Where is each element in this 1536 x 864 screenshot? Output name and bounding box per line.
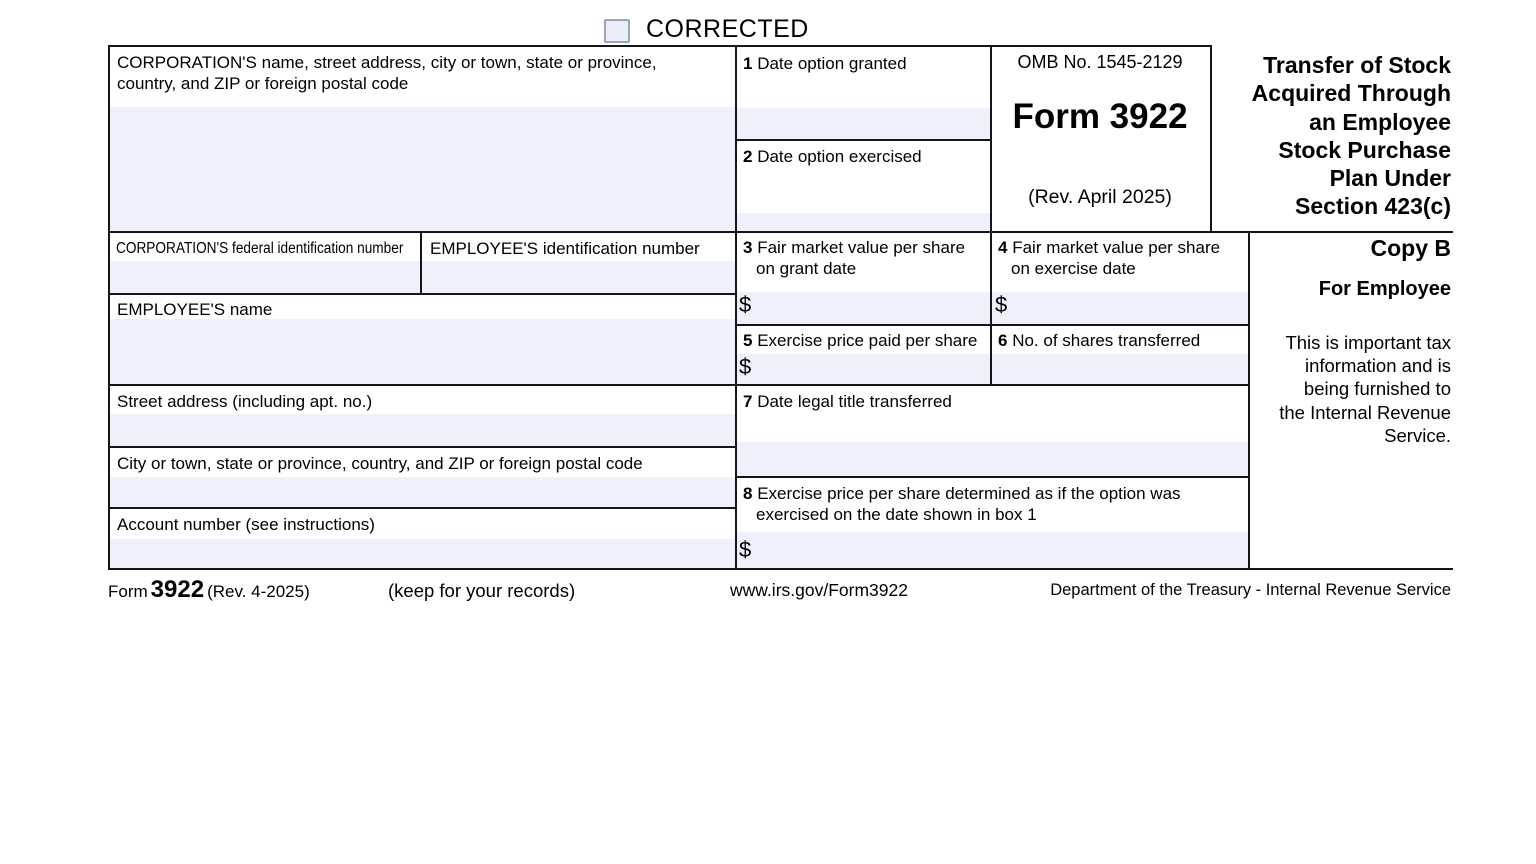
tax-notice-line: This is important tax: [1285, 332, 1451, 353]
box8-exercise-price-box1-field[interactable]: [737, 532, 1248, 568]
employee-id-field[interactable]: [422, 261, 735, 293]
for-employee-label: For Employee: [1318, 278, 1451, 300]
border-line: [735, 324, 1250, 326]
box7-number: 7: [743, 392, 753, 411]
box2-label: [743, 146, 922, 167]
box2-date-exercised-field[interactable]: [737, 213, 990, 231]
city-field[interactable]: [110, 477, 735, 507]
box1-number: 1: [743, 54, 753, 73]
corrected-checkbox[interactable]: [604, 19, 630, 43]
footer-form-revision: (Rev. 4-2025): [207, 582, 310, 601]
border-line: [1248, 231, 1250, 570]
border-line: [735, 139, 992, 141]
box8-label-line: 8 Exercise price per share determined as if the option was: [743, 484, 1181, 503]
box3-label-line: on grant date: [756, 259, 857, 278]
border-line: [108, 293, 737, 295]
corrected-label: CORRECTED: [646, 15, 809, 43]
box3-dollar-sign: $: [739, 292, 752, 317]
form-number-heading: Form 3922: [1012, 97, 1188, 136]
border-line: [108, 45, 1212, 47]
border-line: [108, 446, 737, 448]
box7-label-text: Date legal title transferred: [757, 392, 952, 411]
treasury-agency-label: Department of the Treasury - Internal Revenue Service: [1050, 581, 1451, 599]
form-title-line: Section 423(c): [1295, 193, 1451, 220]
box5-dollar-sign: $: [739, 354, 752, 379]
tax-notice-line: the Internal Revenue: [1279, 401, 1451, 423]
irs-url[interactable]: www.irs.gov/Form3922: [730, 580, 908, 600]
account-number-label: Account number (see instructions): [117, 515, 375, 534]
corporation-info-label-line: CORPORATION'S name, street address, city or town, state or province,: [117, 53, 657, 72]
employee-name-field[interactable]: [110, 319, 735, 384]
border-line: [1210, 45, 1212, 233]
tax-notice-line: information and is: [1304, 355, 1451, 377]
box2-number: 2: [743, 147, 753, 166]
form-title-line: an Employee: [1309, 108, 1451, 135]
corp-fed-id-label: CORPORATION'S federal identification number: [116, 240, 404, 257]
corporation-info-label-line: country, and ZIP or foreign postal code: [117, 74, 409, 93]
box6-number: 6: [998, 331, 1008, 350]
box3-label-line: 3 Fair market value per share: [743, 238, 966, 257]
box1-label: [743, 53, 907, 74]
box3-fmv-grant-field[interactable]: [737, 292, 990, 324]
tax-notice-line: being furnished to: [1303, 378, 1451, 400]
box4-label-line: on exercise date: [1011, 259, 1136, 278]
footer-form-id: [108, 576, 310, 604]
street-address-label: Street address (including apt. no.): [117, 392, 373, 411]
corporation-info-field[interactable]: [110, 107, 735, 231]
form-title-line: Transfer of Stock: [1263, 52, 1451, 78]
tax-notice: [1255, 331, 1451, 447]
copy-b-label: Copy B: [1370, 235, 1451, 261]
border-line: [108, 45, 110, 570]
form-title-line: Stock Purchase: [1278, 136, 1451, 163]
box8-label: [743, 483, 1181, 525]
box6-shares-field[interactable]: [992, 354, 1248, 384]
box6-label-text: No. of shares transferred: [1012, 331, 1201, 350]
corp-fed-id-field[interactable]: [110, 261, 420, 293]
box5-exercise-price-field[interactable]: [737, 354, 990, 384]
border-line: [108, 384, 1250, 386]
form-title-line: Plan Under: [1329, 165, 1451, 192]
form-title: [1225, 51, 1451, 221]
corporation-info-label: [117, 52, 657, 94]
form-title-line: Acquired Through: [1251, 80, 1451, 107]
employee-name-label: EMPLOYEE'S name: [117, 300, 273, 319]
border-line: [735, 45, 737, 570]
box4-label-line: 4 Fair market value per share: [998, 238, 1221, 257]
border-line: [108, 231, 1453, 233]
box8-label-line: exercised on the date shown in box 1: [756, 505, 1037, 524]
border-line: [735, 476, 1250, 478]
box5-number: 5: [743, 331, 753, 350]
street-address-field[interactable]: [110, 414, 735, 446]
box6-label: [998, 330, 1200, 351]
border-line: [420, 231, 422, 295]
form-revision: (Rev. April 2025): [1028, 186, 1172, 208]
keep-for-records-note: (keep for your records): [388, 580, 576, 601]
border-line: [108, 568, 1453, 570]
city-label: City or town, state or province, country, and ZIP or foreign postal code: [117, 454, 643, 473]
footer-form-number: 3922: [150, 576, 205, 603]
box1-date-granted-field[interactable]: [737, 108, 990, 139]
footer-form-word: Form: [108, 582, 148, 601]
box4-fmv-exercise-field[interactable]: [992, 292, 1248, 324]
box7-label: [743, 391, 952, 412]
box1-label-text: Date option granted: [757, 54, 907, 73]
tax-notice-line: Service.: [1384, 424, 1451, 446]
box8-dollar-sign: $: [739, 537, 752, 562]
account-number-field[interactable]: [110, 539, 735, 568]
box4-dollar-sign: $: [995, 292, 1008, 317]
omb-number: OMB No. 1545-2129: [1017, 52, 1183, 72]
box5-label-text: Exercise price paid per share: [757, 331, 978, 350]
box5-label: [743, 330, 977, 351]
box4-label: [998, 237, 1220, 279]
box7-date-title-transferred-field[interactable]: [737, 442, 1248, 476]
box3-label: [743, 237, 965, 279]
border-line: [108, 507, 737, 509]
box2-label-text: Date option exercised: [757, 147, 922, 166]
employee-id-label: EMPLOYEE'S identification number: [430, 239, 700, 258]
